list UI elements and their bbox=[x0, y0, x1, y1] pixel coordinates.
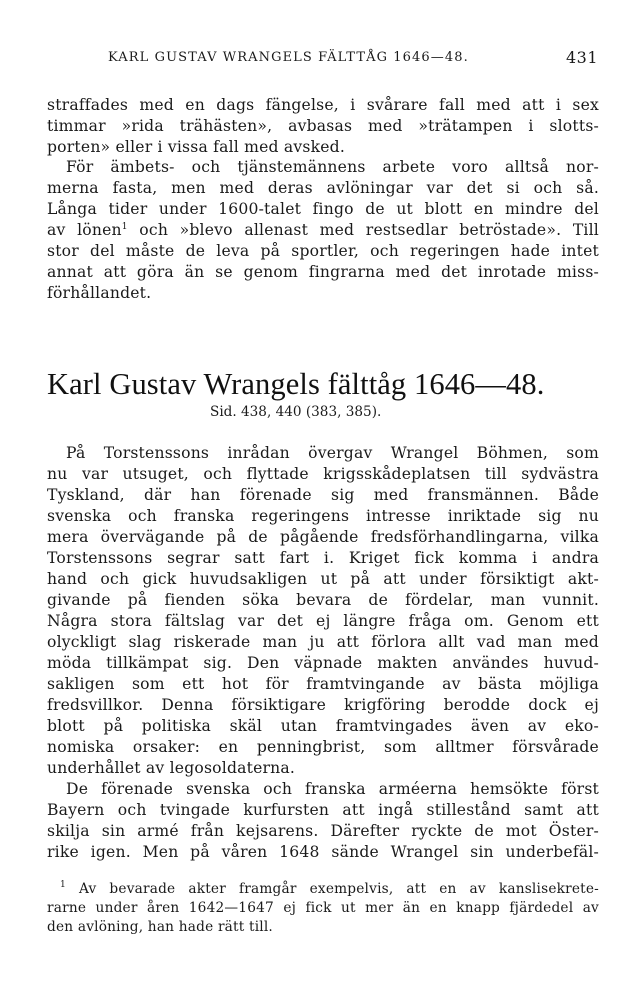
footnote-line bbox=[60, 880, 599, 898]
text-line: svenska och franska regeringens intresse inriktade sig nu bbox=[47, 507, 599, 525]
text-line: Tyskland, där han förenade sig med fransmännen. Både bbox=[47, 486, 599, 504]
text-line: Långa tider under 1600-talet fingo de ut blott en mindre del bbox=[47, 200, 599, 218]
text-line: merna fasta, men med deras avlöningar var det si och så. bbox=[47, 179, 599, 197]
footnote-line: rarne under åren 1642—1647 ej fick ut mer än en knapp fjärdedel av bbox=[47, 900, 599, 916]
text-line-with-footnote-ref bbox=[47, 220, 599, 240]
text-line: möda tillkämpat sig. Den väpnade makten användes huvud- bbox=[47, 654, 599, 672]
text-segment: och »blevo allenast med restsedlar betröstade». Till bbox=[139, 221, 599, 239]
section-title: Karl Gustav Wrangels fälttåg 1646—48. bbox=[47, 367, 545, 401]
text-line: stor del måste de leva på sportler, och regeringen hade intet bbox=[47, 242, 599, 260]
running-header bbox=[108, 48, 598, 68]
text-line: De förenade svenska och franska arméerna hemsökte först bbox=[66, 780, 599, 798]
text-line: sakligen som ett hot för framtvingande av bästa möjliga bbox=[47, 675, 599, 693]
text-line: Bayern och tvingade kurfursten att ingå stillestånd samt att bbox=[47, 801, 599, 819]
footnote-reference: 1 bbox=[121, 222, 128, 232]
text-segment: av lönen bbox=[47, 221, 122, 239]
text-line: fredsvillkor. Denna försiktigare krigföring berodde dock ej bbox=[47, 696, 599, 714]
page-number: 431 bbox=[565, 48, 598, 67]
footnote-text: Av bevarade akter framgår exempelvis, att en av kanslisekrete- bbox=[78, 881, 599, 897]
text-line: annat att göra än se genom fingrarna med det inrotade miss- bbox=[47, 263, 599, 281]
footnote-line: den avlöning, han hade rätt till. bbox=[47, 919, 273, 935]
text-line: skilja sin armé från kejsarens. Därefter ryckte de mot Öster- bbox=[47, 822, 599, 840]
text-line: hand och gick huvudsakligen ut på att under försiktigt akt- bbox=[47, 570, 599, 588]
source-reference: Sid. 438, 440 (383, 385). bbox=[210, 404, 382, 420]
text-line: porten» eller i vissa fall med avsked. bbox=[47, 138, 345, 156]
text-line: straffades med en dags fängelse, i svårare fall med att i sex bbox=[47, 96, 599, 114]
text-line: olyckligt slag riskerade man ju att förlora allt vad man med bbox=[47, 633, 599, 651]
text-line: nu var utsuget, och flyttade krigsskådeplatsen till sydvästra bbox=[47, 465, 599, 483]
footnote-marker: 1 bbox=[60, 880, 66, 890]
text-line: blott på politiska skäl utan framtvingades även av eko- bbox=[47, 717, 599, 735]
text-line: mera övervägande på de pågående fredsförhandlingarna, vilka bbox=[47, 528, 599, 546]
text-line: timmar »rida trähästen», avbasas med »trätampen i slotts- bbox=[47, 117, 599, 135]
text-line: underhållet av legosoldaterna. bbox=[47, 759, 296, 777]
text-line: Torstenssons segrar satt fart i. Kriget fick komma i andra bbox=[47, 549, 599, 567]
text-line: rike igen. Men på våren 1648 sände Wrangel sin underbefäl- bbox=[47, 843, 599, 861]
running-title: KARL GUSTAV WRANGELS FÄLTTÅG 1646—48. bbox=[108, 50, 469, 65]
text-line: förhållandet. bbox=[47, 284, 152, 302]
text-line: För ämbets- och tjänstemännens arbete voro alltså nor- bbox=[66, 158, 599, 176]
text-line: Några stora fältslag var det ej längre fråga om. Genom ett bbox=[47, 612, 599, 630]
text-line: givande på fienden söka bevara de fördelar, man vunnit. bbox=[47, 591, 599, 609]
text-line: nomiska orsaker: en penningbrist, som alltmer försvårade bbox=[47, 738, 599, 756]
text-line: På Torstenssons inrådan övergav Wrangel Böhmen, som bbox=[66, 444, 599, 462]
